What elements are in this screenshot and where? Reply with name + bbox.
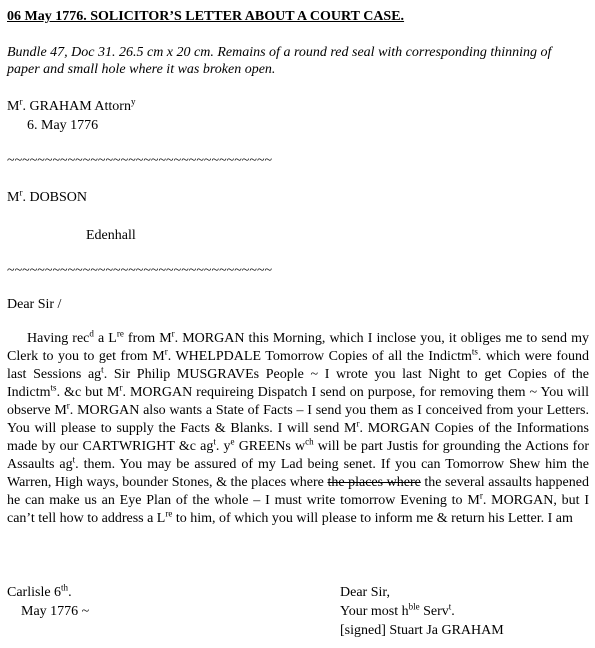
recipient-name-text: . DOBSON (22, 190, 88, 205)
signature-name: [signed] Stuart Ja GRAHAM (340, 623, 504, 638)
sender-name-suffix-sup: y (130, 96, 136, 107)
recipient-name-sup: r (19, 187, 23, 198)
sender-date: 6. May 1776 (27, 118, 99, 133)
signature-servant: Your most $h^{ble}$ Serv$^t$. (340, 601, 455, 619)
recipient-name (7, 189, 87, 206)
recipient-place: Edenhall (86, 228, 136, 243)
recipient-name-prefix: M (7, 190, 20, 205)
document-description: Bundle 47, Doc 31. 26.5 cm x 20 cm. Remains of a round red seal with corresponding thinning of paper and small hole where it was broken open. (7, 45, 552, 77)
sender-name-prefix: M (7, 99, 20, 114)
signature-block (340, 584, 504, 639)
salutation: Dear Sir / (7, 297, 62, 312)
letter-body: Having rec$^d$ a Lre from $M^r$. MORGAN this Morning, which I inclose you, it obliges me to send my Clerk to you to get from $M^r$. WHELPDALE Tomorrow Copies of all the Indictm$^{ts}$. which were found last Sessions $ag^t$. Sir Philip MUSGRAVEs People ~ I wrote you last Night to get Copies of the Indictm$^{ts}$. &c but $M^r$. MORGAN requireing Dispatch I send on purpose, for removing them ~ You will observe $M^r$. MORGAN also wants a State of Facts – I send you them as I conceived from your Letters. You will please to supply the Facts & Blanks. I will send $M^r$. MORGAN Copies of the Informations made by our CARTWRIGHT &c $ag^t$. $y^e$ GREENs $w^{ch}$ will be part Justis for grounding the Actions for Assaults $ag^t$. them. You may be assured of my Lad being senet. If you can Tomorrow Shew him the Warren, High ways, bounder Stones, & the places where the places where the several assaults happened he can make us an Eye Plan of the whole – I must write tomorrow Evening to $M^r$. MORGAN, but I can’t tell how to address a Lre to him, of which you will please to inform me & return his Letter. I am (7, 328, 590, 526)
separator-line: ~~~~~~~~~~~~~~~~~~~~~~~~~~~~~~~~~~~ (7, 153, 273, 168)
struck-text: the places where (327, 475, 421, 490)
sender-name-sup: r (19, 96, 23, 107)
sender-name-text: . GRAHAM Attorn (22, 99, 131, 114)
closing-place: Carlisle 6th. (7, 582, 72, 600)
closing-date: May 1776 ~ (21, 604, 90, 619)
sender-name (7, 98, 135, 115)
document-title: 06 May 1776. SOLICITOR’S LETTER ABOUT A COURT CASE. (7, 9, 405, 24)
separator-line-2: ~~~~~~~~~~~~~~~~~~~~~~~~~~~~~~~~~~~ (7, 263, 273, 278)
signature-closing: Dear Sir, (340, 585, 390, 600)
